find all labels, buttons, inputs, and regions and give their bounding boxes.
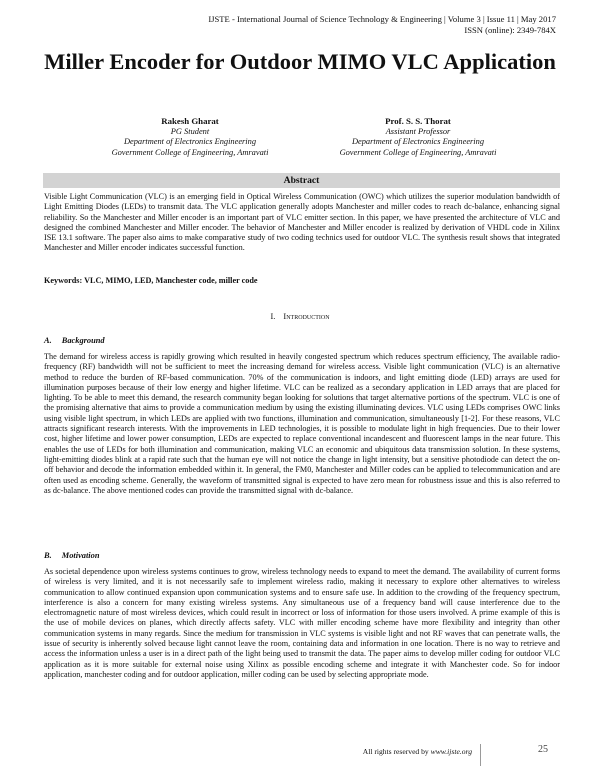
motivation-paragraph: As societal dependence upon wireless systems continues to grow, wireless technology needs to expand to meet the demand. The availability of current forms of wireless is very limited, and it is not necessarily safe to implement wireless radio, making it necessary to explore other alternatives to wireless communication to allow continued expansion upon communication systems and to ensure safe use. In addition to the crowding of the frequency spectrum, interference is also a concern for many existing wireless systems. Any simultaneous use of a frequency band will cause interference due to the electromagnetic nature of most wireless devices, which could result in incorrect or loss of information for those users involved. A prime example of this is the use of mobile devices on planes, which directly affects safety. VLC with miller encoding scheme have more flexibility and integrity than other communication systems in many regards. Since the medium for transmission in VLC systems is visible light and not RF waves that can penetrate walls, the issue of security is inherently solved because light cannot leave the room, containing data and information in one location. There is no way to retrieve and access the information unless a user is in a direct path of the light being used to transmit the data. The paper aims to develop miller coding for outdoor VLC application as it is more suitable for external noise using Xilinx as possible encoding scheme and integrate it with Manchester code. So for indoor application, manchester coding and for outdoor application, miller coding can be used by selecting appropriate mode. bbox=[44, 567, 560, 679]
author-block-1 bbox=[80, 116, 300, 159]
author-role: PG Student bbox=[170, 126, 210, 136]
subsection-title: Background bbox=[61, 336, 105, 345]
page-number: 25 bbox=[538, 744, 548, 755]
journal-header: IJSTE - International Journal of Science Technology & Engineering | Volume 3 | Issue 11 | May 2017 bbox=[208, 14, 556, 24]
background-paragraph: The demand for wireless access is rapidly growing which resulted in heavily congested spectrum which reduces spectrum efficiency, The available radio-frequency (RF) bandwidth will not be sufficient to meet the increasing demand for wireless access. Visible light communication (VLC) is an alternative method to reduce the burden of RF-based communication. 70% of the communication is indoors, and light emitting diode (LED) arrays are used for illumination purposes because of their low energy and higher lifetime. VLC can be realized as a secondary application in LED arrays that are placed for lighting. To be able to meet this demand, the research community began looking for solutions that target alternative portions of the spectrum. VLC is one of the promising alternative that aims to provide a communication medium by using the existing illuminating devices. VLC using LEDs comprises OWC links using visible light spectrum, in which LEDs are applied with two functions, illumination and communication, simultaneously [1-2]. For these reasons, VLC attracts significant research interests. With the improvements in LED technologies, it is possible to modulate light in high frequencies. Due to their lower cost, higher lifetime and lower power consumption, LEDs are expected to replace conventional incandescent and fluorescent lamps in the near future. This enables the use of LEDs for both illumination and communication, making VLC an economic and ubiquitous data transmission solution. In these systems, light-emitting diodes blink at a rapid rate such that the human eye will not notice the change in light intensity, but a sensitive photodiode can detect the on-off behavior and decode the information embedded within it. In general, the FM0, Manchester and Miller codes can be applied to telecommunication and are often used as encoding scheme. Generally, the waveform of transmitted signal is expected to have zero mean for robustness issue and this is also referred to as dc-balance. The above mentioned codes can provide the transmitted signal with dc-balance. bbox=[44, 352, 560, 495]
author-institution: Government College of Engineering, Amravati bbox=[111, 148, 269, 158]
section-title: Introduction bbox=[283, 312, 330, 321]
author-department: Department of Electronics Engineering bbox=[123, 137, 257, 147]
paper-title: Miller Encoder for Outdoor MIMO VLC Application bbox=[44, 49, 556, 74]
subsection-letter: B. bbox=[44, 551, 52, 560]
author-institution: Government College of Engineering, Amravati bbox=[339, 148, 497, 158]
subsection-heading-motivation bbox=[44, 551, 99, 561]
keywords: Keywords: VLC, MIMO, LED, Manchester code, miller code bbox=[44, 276, 258, 285]
author-department: Department of Electronics Engineering bbox=[351, 137, 485, 147]
author-name: Prof. S. S. Thorat bbox=[385, 116, 451, 126]
section-number: I. bbox=[270, 312, 276, 321]
author-block-2 bbox=[300, 116, 536, 159]
abstract-heading: Abstract bbox=[43, 173, 560, 188]
subsection-title: Motivation bbox=[61, 551, 100, 560]
section-heading-introduction bbox=[0, 312, 600, 322]
footer-divider bbox=[480, 744, 481, 766]
abstract-text: Visible Light Communication (VLC) is an emerging field in Optical Wireless Communication (OWC) which utilizes the superior modulation bandwidth of Light Emitting Diodes (LEDs) to transmit data. The VLC application generally adopts Manchester and miller codes to reach dc-balance, enhancing signal reliability. So the Manchester and Miller encoder is an important part of VLC emitter section. In this paper, we have presented the architecture of VLC and designed the combined Manchester and Miller encoder. The behavior of Manchester and Miller encoder is realized by derivation of VHDL code in Xilinx ISE 13.1 software. The paper also aims to make comparative study of two coding technics used for outdoor VLC. The synthesis result shows that integrated Manchester and Miller encoder indicates successful function. bbox=[44, 192, 560, 253]
issn-header: ISSN (online): 2349-784X bbox=[464, 25, 556, 35]
footer-site-link[interactable]: www.ijste.org bbox=[430, 747, 472, 756]
author-name: Rakesh Gharat bbox=[161, 116, 219, 126]
footer-rights-text: All rights reserved by bbox=[362, 747, 429, 756]
author-role: Assistant Professor bbox=[385, 126, 451, 136]
subsection-letter: A. bbox=[44, 336, 52, 345]
subsection-heading-background bbox=[44, 336, 105, 346]
footer-rights bbox=[363, 747, 472, 757]
